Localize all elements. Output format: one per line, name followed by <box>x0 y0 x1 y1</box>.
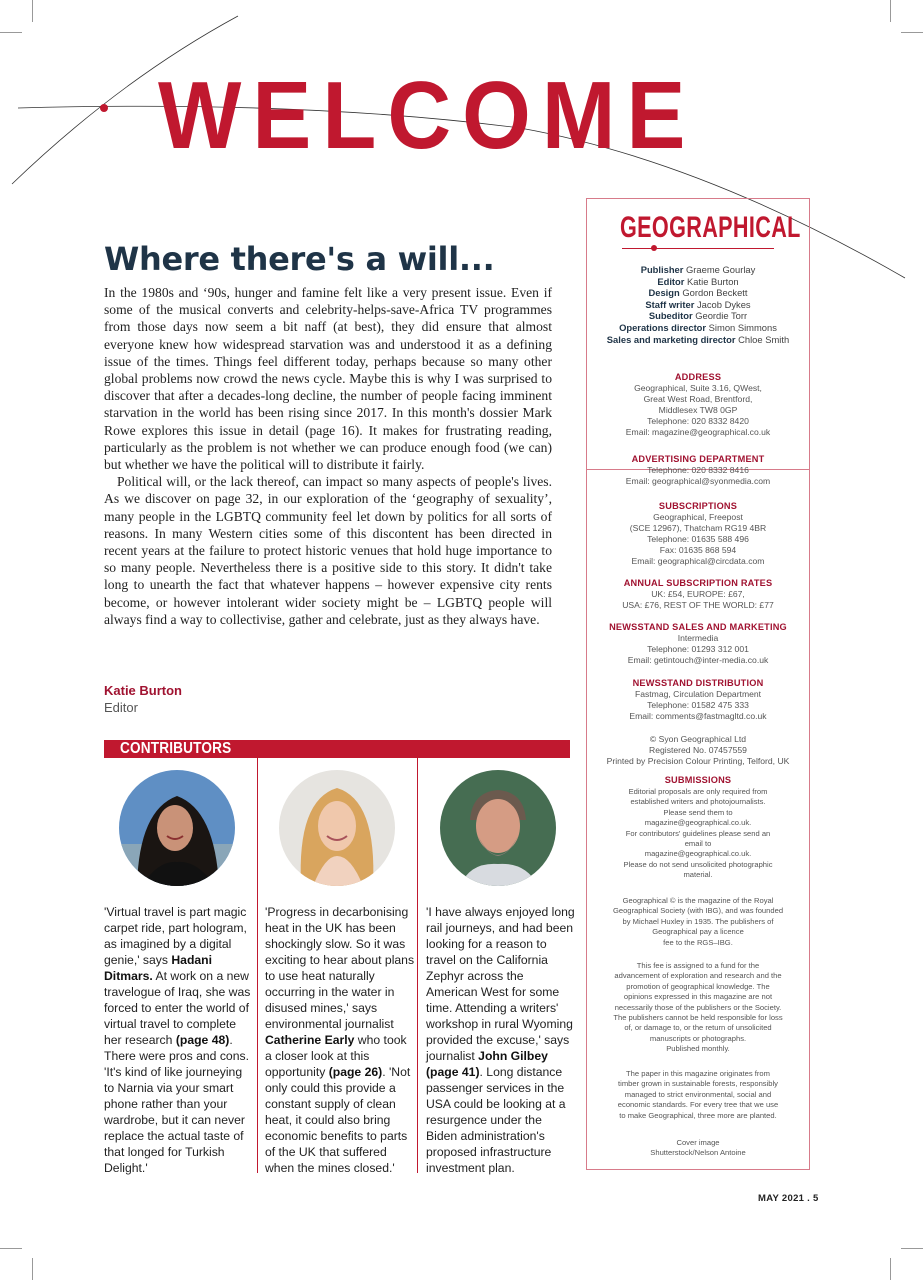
info-line: Geographical, Freepost <box>653 511 743 522</box>
info-line: © Syon Geographical Ltd <box>649 734 747 744</box>
info-line: Fastmag, Circulation Department <box>634 688 762 699</box>
info-line: Telephone: 01582 475 333 <box>647 699 749 710</box>
article-paragraph: In the 1980s and ‘90s, hunger and famine felt like a very present issue. Even if some of the musical converts and celebrity-helps-save-Africa TV programmes from those days now seem a bit naff (at best), they did ensure that almost everyone knew how widespread starvation was and understood it as a defining issue of the times. Things feel different today, perhaps because so many other global problems now crowd the news cycle. Maybe this is why I was surprised to discover that after a decades-long decline, the number of people facing imminent starvation in the world has been rising since 2017. In this month's dossier Mark Rowe explores this issue in detail (page 16). It makes for frustrating reading, particularly as the problem is not whether we can produce enough food (we can) but whether we have the political will to distribute it fairly. <box>104 285 552 473</box>
blurb-text: 'Progress in decarbonising heat in the UK has been shockingly slow. So it was exciting to hear about plans to use heat naturally occurring in the water in disused mines,' says environmental journalist <box>265 905 415 1031</box>
info-line: Please do not send unsolicited photographic <box>623 859 773 869</box>
staff-role: Editor <box>657 275 685 287</box>
blurb-text: who took a closer look at this opportunity <box>265 1033 407 1079</box>
newsstand-distribution-section <box>596 678 800 722</box>
editor-name: Katie Burton <box>104 683 182 698</box>
info-line: UK: £54, EUROPE: £67, <box>651 588 745 599</box>
staff-line <box>596 276 800 288</box>
blurb-text: . Long distance passenger services in the USA could be looking at a resurgence under the Biden administration's proposed infrastructure investment plan. <box>426 1065 566 1175</box>
submissions-text <box>596 787 800 881</box>
contributor-photo-hadani <box>119 770 235 886</box>
info-line: Telephone: 01635 588 496 <box>647 533 749 544</box>
staff-role: Design <box>648 287 680 299</box>
staff-role: Operations director <box>619 321 707 333</box>
staff-role: Staff writer <box>645 298 695 310</box>
info-line: Geographical, Suite 3.16, QWest, <box>634 382 762 393</box>
fund-notice <box>596 961 800 1055</box>
info-line: manuscripts or photographs. <box>649 1033 747 1043</box>
page-footer: MAY 2021 . 5 <box>758 1193 819 1204</box>
staff-role: Subeditor <box>648 310 693 322</box>
staff-name: Graeme Gourlay <box>686 264 756 275</box>
staff-list <box>596 264 800 345</box>
info-line: USA: £76, REST OF THE WORLD: £77 <box>622 599 774 610</box>
info-line: Shutterstock/Nelson Antoine <box>650 1148 746 1158</box>
subscription-rates-section <box>596 578 800 611</box>
info-line: opinions expressed in this magazine are not <box>623 992 773 1002</box>
contributors-header-bar <box>104 740 570 758</box>
section-heading: ANNUAL SUBSCRIPTION RATES <box>623 578 773 588</box>
info-line: Geographical © is the magazine of the Royal <box>622 896 774 905</box>
info-line: material. <box>683 870 713 880</box>
column-divider <box>417 758 418 1173</box>
blurb-text: 'I have always enjoyed long rail journeys, and had been looking for a reason to travel on the California Zephyr across the American West for some time. Attending a writers' workshop in rural Wyoming provided the excuse,' says journalist <box>426 905 575 1063</box>
blurb-text: . There were pros and cons. 'It's kind of like journeying to Narnia via your smart phone rather than your wardrobe, but it can never replace the actual taste of that longed for Turkish Delight.' <box>104 1033 249 1175</box>
editor-role: Editor <box>104 700 138 715</box>
info-line: advancement of exploration and research and the <box>614 971 782 981</box>
info-line: economic standards. For every tree that we use <box>617 1100 779 1110</box>
info-line: Email: geographical@syonmedia.com <box>625 475 771 486</box>
info-line: Published monthly. <box>666 1044 730 1054</box>
printing-info <box>596 734 800 767</box>
submissions-heading-block <box>596 775 800 786</box>
info-line: Email: geographical@circdata.com <box>631 555 765 566</box>
info-line: established writers and photojournalists. <box>630 797 766 807</box>
info-line: to make Geographical, three more are planted. <box>619 1110 777 1120</box>
section-heading: SUBSCRIPTIONS <box>658 501 738 511</box>
contributor-photo-john <box>440 770 556 886</box>
column-divider <box>257 758 258 1173</box>
contributor-blurb <box>265 904 415 1176</box>
advertising-section <box>596 454 800 487</box>
address-section <box>596 372 800 437</box>
contributor-blurb <box>426 904 576 1176</box>
info-line: of, or damage to, or the return of unsolicited <box>624 1023 772 1033</box>
contributor-name: Hadani Ditmars. <box>104 953 213 983</box>
staff-line <box>596 310 800 322</box>
info-line: Editorial proposals are only required from <box>628 787 768 796</box>
info-line: timber grown in sustainable forests, responsibly <box>618 1079 778 1089</box>
article-paragraph: Political will, or the lack thereof, can impact so many aspects of people's lives. As we discover on page 32, in our exploration of the ‘geography of sexuality’, many people in the LGBTQ community feel let down by politics for all sorts of reasons. In many Western cities some of this discontent has been directed in recent years at the failure to protect historic venues that hold huge importance to so many people. Nevertheless there is a positive side to this story. It didn't take long to unearth the fact that whatever happens – however expensive city rents become, or however intolerant wider society might be – LGBTQ people will always find a way to collectivise, gather and celebrate, just as they always have. <box>104 474 552 627</box>
blurb-text: 'Virtual travel is part magic carpet ride, part hologram, as imagined by a digital genie,' says <box>104 905 247 967</box>
staff-name: Katie Burton <box>687 275 739 287</box>
contributor-name: John Gilbey <box>478 1049 548 1063</box>
logo-underline <box>622 248 774 249</box>
info-line: magazine@geographical.co.uk. <box>644 818 752 828</box>
subscriptions-section <box>596 501 800 566</box>
staff-name: Geordie Torr <box>695 310 748 322</box>
staff-role: Publisher <box>640 264 684 275</box>
staff-line <box>596 322 800 334</box>
info-line: Fax: 01635 868 594 <box>659 544 737 555</box>
staff-line <box>596 287 800 299</box>
contributor-name: Catherine Early <box>265 1033 355 1047</box>
info-line: Email: comments@fastmagltd.co.uk <box>629 710 767 721</box>
info-line: promotion of geographical knowledge. The <box>626 981 770 991</box>
info-line: Telephone: 01293 312 001 <box>647 643 749 654</box>
info-line: Printed by Precision Colour Printing, Telford, UK <box>606 755 790 766</box>
staff-line <box>596 299 800 311</box>
staff-name: Jacob Dykes <box>696 298 751 310</box>
info-line: Telephone: 020 8332 8420 <box>647 415 749 426</box>
info-line: Great West Road, Brentford, <box>643 393 753 404</box>
page-title: WELCOME <box>158 62 697 169</box>
section-heading: ADVERTISING DEPARTMENT <box>631 454 765 464</box>
contributor-blurb <box>104 904 254 1176</box>
rgs-notice <box>596 896 800 948</box>
page-reference: (page 48) <box>175 1033 230 1047</box>
staff-name: Gordon Beckett <box>682 287 748 299</box>
staff-role: Sales and marketing director <box>606 333 736 345</box>
info-line: Intermedia <box>677 632 719 643</box>
info-line: Please send them to <box>663 807 733 817</box>
staff-name: Chloe Smith <box>738 333 790 345</box>
blurb-text: . 'Not only could this provide a constant supply of clean heat, it could also bring economic benefits to parts of the UK that suffered when the mines closed.' <box>265 1065 411 1175</box>
newsstand-sales-section <box>596 622 800 666</box>
contributors-title: CONTRIBUTORS <box>120 740 232 757</box>
blurb-text: At work on a new travelogue of Iraq, she was forced to enter the world of virtual travel to complete her research <box>104 969 251 1047</box>
info-line: Geographical Society (with IBG), and was founded <box>612 906 784 916</box>
page-reference: (page 26) <box>328 1065 383 1079</box>
info-line: Middlesex TW8 0GP <box>658 404 738 415</box>
staff-line <box>596 264 800 276</box>
info-line: (SCE 12967), Thatcham RG19 4BR <box>629 522 767 533</box>
info-line: email to <box>684 839 712 849</box>
info-line: Geographical pay a licence <box>652 927 744 937</box>
info-line: managed to strict environmental, social and <box>624 1089 772 1099</box>
info-line: Telephone: 020 8332 8416 <box>647 464 749 475</box>
info-line: fee to the RGS–IBG. <box>663 937 733 947</box>
info-line: Email: magazine@geographical.co.uk <box>625 426 771 437</box>
page-reference: (page 41) <box>426 1065 480 1079</box>
contributor-photo-catherine <box>279 770 395 886</box>
info-line: The paper in this magazine originates from <box>626 1069 770 1078</box>
info-line: by Michael Huxley in 1935. The publishers of <box>622 916 774 926</box>
info-line: Registered No. 07457559 <box>649 744 747 755</box>
geographical-logo: GEOGRAPHICAL <box>620 211 801 244</box>
info-line: This fee is assigned to a fund for the <box>636 961 760 970</box>
section-heading: ADDRESS <box>674 372 722 382</box>
staff-line <box>596 334 800 346</box>
cover-credit <box>596 1138 800 1159</box>
article-headline: Where there's a will... <box>104 240 495 278</box>
staff-name: Simon Simmons <box>708 321 777 333</box>
section-heading: NEWSSTAND DISTRIBUTION <box>632 678 764 688</box>
info-line: magazine@geographical.co.uk. <box>644 849 752 859</box>
info-line: Cover image <box>676 1138 720 1147</box>
info-line: Email: getintouch@inter-media.co.uk <box>627 654 769 665</box>
info-line: necessarily those of the publishers or the Society. <box>614 1002 782 1012</box>
section-heading: NEWSSTAND SALES AND MARKETING <box>609 622 787 632</box>
paper-notice <box>596 1069 800 1121</box>
section-heading: SUBMISSIONS <box>664 775 732 785</box>
editor-signature <box>104 682 182 716</box>
info-line: The publishers cannot be held responsible for loss <box>613 1013 783 1023</box>
info-line: For contributors' guidelines please send an <box>625 828 771 838</box>
article-body <box>104 284 552 628</box>
logo-dot <box>651 245 657 251</box>
